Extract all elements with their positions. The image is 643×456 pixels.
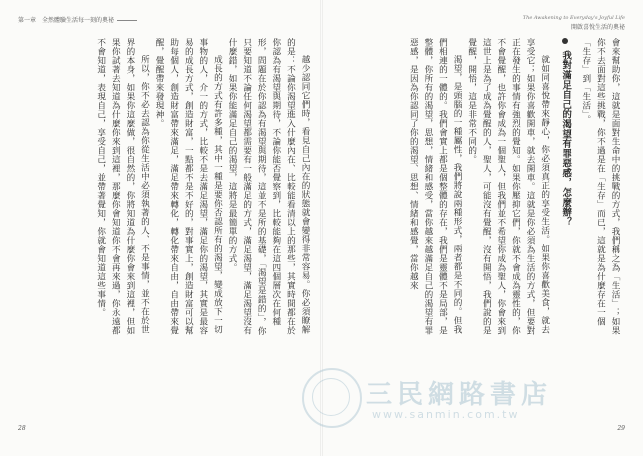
body-paragraph: 渴望，是頭腦的一種屬性，我們將說兩種形式，兩者都是不同的。但我們相連的一體的。我們會實上都是個整體的存在，我們是靈體不是局部，是整體，你所有的渴望，思想，情緒和感受，當你越來越滿足自己的渴望有罪惡感，是因為你認同了你的渴望、思想、情緒和感覺，當你越來 [408,38,463,335]
intro-paragraph: 會來幫助你，這就是面對生命中的挑戰的方式，我們稱之為「生活」；如果你不去面對這些挑戰，你不過是在「生存」而已，這就是為什麼存在一個「生存」到「生活」。 [580,38,620,335]
right-header-english: The Awakening to Everyday's Joyful Life [522,15,625,21]
right-page-number: 29 [617,425,625,432]
bullet-dot-icon [562,38,568,44]
left-header-text: 第一章 全然體驗生活每一刻的奧祕 [18,17,115,24]
body-paragraph: 所以，你不必去認為你從生活中必須執著的人、不是事情，並不在於世界的本身，如果你這麼做，很自然的，你將知道為什麼你會來到這裡，但如果你試著去知道為什麼你來到這裡，那麼你會知道你不會再來過，你永遠都不會知道，表現自己，享受自己，並帶著覺知，你就會知道這些事情。 [95,38,150,335]
left-page-number: 28 [18,425,26,432]
header-rule [117,20,137,21]
right-header-text: 開啟喜悅生活的奧祕 [570,24,625,31]
section-heading [558,38,573,343]
left-running-header [18,15,140,24]
right-page-body [330,38,622,343]
body-paragraph: 就如同喜悅帶來靜心，你必須真正的享受生活。如果你喜歡美食，就去享受它；如果你喜歡開車，就去開車。這就是你必須為生活的方式，但要對正在發生的事情有強烈的覺知。如果你壓抑它們，你就不會成為靈性的，你不會覺醒，也許你會成為一個聖人，但我們並不希望你成為聖人，你會來到這世上是為了成為覺醒的人，聖人，可能沒有覺醒，沒有開悟，我們說的是覺醒，開悟，這是非常不同的。 [466,38,550,335]
watermark-url: www.sanmin.com.tw [372,408,520,421]
body-paragraph: 越少認同它們時，看見自己內在的狀態就會變得非常容易。你必須瞭解的是：不論你渴望進入什麼內在、比較能看清以上的那些，其實時間都在於你認為有渴望與期待，不論你能否覺察到，比較能夠在這四個層次在何種形，問題在於你認為有渴望與期待，這並不是所的基礎，「渴望是錯的」，你只要知道不論任何渴望都需要有一般滿足的方式，滿足渴望，滿足渴望沒有什麼錯，如果你能滿足自己的渴望，這將是最簡單的方式。 [227,38,310,336]
section-heading-text: 我對滿足自己的渴望有罪惡感，怎麼辦？ [560,50,572,227]
body-paragraph: 成長的方式有許多種，其中一種是要你否認所有的渴望，變成放下一切事物的人，介一的方式，比較不是去滿足渴望，滿足你的渴望，其實是最容易的成長方式，創造財富，一點都不是不好的，對事實上，創造財富可以幫助每個人，創造財富帶來滿足，滿足帶來轉化，轉化帶來自由，自由帶來覺醒，覺醒帶來發現神。 [154,38,223,335]
left-page-body [14,38,312,343]
watermark-name: 三民網路書店 [366,380,553,410]
right-running-header [523,15,625,31]
